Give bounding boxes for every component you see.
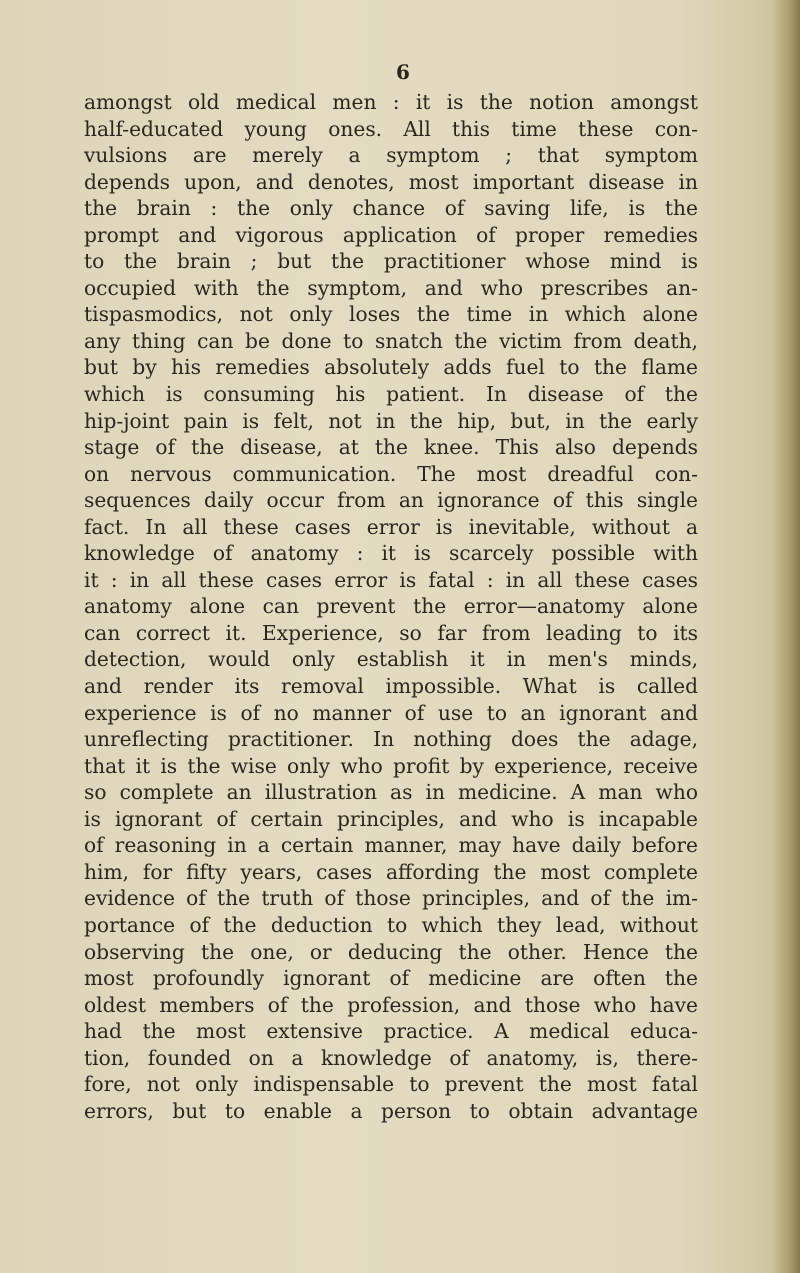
- body-text: [84, 89, 698, 1124]
- text-line: amongst old medical men : it is the notion amongst: [84, 90, 698, 114]
- text-line: knowledge of anatomy : it is scarcely possible with: [84, 541, 698, 566]
- text-line: so complete an illustration as in medicine. A man who: [84, 780, 698, 805]
- text-line: anatomy alone can prevent the error—anatomy alone: [84, 594, 698, 619]
- text-line: which is consuming his patient. In disease of the: [84, 382, 698, 407]
- text-line: experience is of no manner of use to an ignorant and: [84, 700, 698, 725]
- text-line: oldest members of the profession, and those who have: [84, 992, 698, 1017]
- text-line: had the most extensive practice. A medical educa-: [84, 1019, 698, 1044]
- text-line: hip-joint pain is felt, not in the hip, but, in the early: [84, 408, 698, 433]
- text-line: fact. In all these cases error is inevitable, without a: [84, 514, 698, 539]
- text-line: on nervous communication. The most dreadful con-: [84, 461, 698, 486]
- text-line: sequences daily occur from an ignorance of this single: [84, 488, 698, 513]
- text-line: the brain : the only chance of saving life, is the: [84, 196, 698, 221]
- text-line: of reasoning in a certain manner, may have daily before: [84, 833, 698, 858]
- text-line: it : in all these cases error is fatal : in all these cases: [84, 567, 698, 592]
- text-line: half-educated young ones. All this time these con-: [84, 116, 698, 141]
- text-line: stage of the disease, at the knee. This also depends: [84, 435, 698, 460]
- text-line: and render its removal impossible. What is called: [84, 674, 698, 699]
- text-line: most profoundly ignorant of medicine are often the: [84, 966, 698, 991]
- page-binding-shadow: [772, 0, 800, 1273]
- text-line: tion, founded on a knowledge of anatomy, is, there-: [84, 1045, 698, 1070]
- text-line: prompt and vigorous application of proper remedies: [84, 222, 698, 247]
- text-line: depends upon, and denotes, most important disease in: [84, 169, 698, 194]
- text-line: evidence of the truth of those principles, and of the im-: [84, 886, 698, 911]
- page-number: 6: [396, 60, 410, 84]
- text-line: that it is the wise only who profit by experience, receive: [84, 753, 698, 778]
- text-line: portance of the deduction to which they lead, without: [84, 912, 698, 937]
- text-line: vulsions are merely a symptom ; that symptom: [84, 143, 698, 168]
- text-line: fore, not only indispensable to prevent the most fatal: [84, 1072, 698, 1097]
- text-line: is ignorant of certain principles, and who is incapable: [84, 806, 698, 831]
- text-line: detection, would only establish it in men's minds,: [84, 647, 698, 672]
- text-line: occupied with the symptom, and who prescribes an-: [84, 275, 698, 300]
- text-line: observing the one, or deducing the other. Hence the: [84, 939, 698, 964]
- text-line: errors, but to enable a person to obtain advantage: [84, 1098, 698, 1123]
- text-line: any thing can be done to snatch the victim from death,: [84, 328, 698, 353]
- text-line: unreflecting practitioner. In nothing does the adage,: [84, 727, 698, 752]
- text-line: can correct it. Experience, so far from leading to its: [84, 620, 698, 645]
- text-line: but by his remedies absolutely adds fuel to the flame: [84, 355, 698, 380]
- text-line: to the brain ; but the practitioner whose mind is: [84, 249, 698, 274]
- text-line: tispasmodics, not only loses the time in which alone: [84, 302, 698, 327]
- text-line: him, for fifty years, cases affording the most complete: [84, 859, 698, 884]
